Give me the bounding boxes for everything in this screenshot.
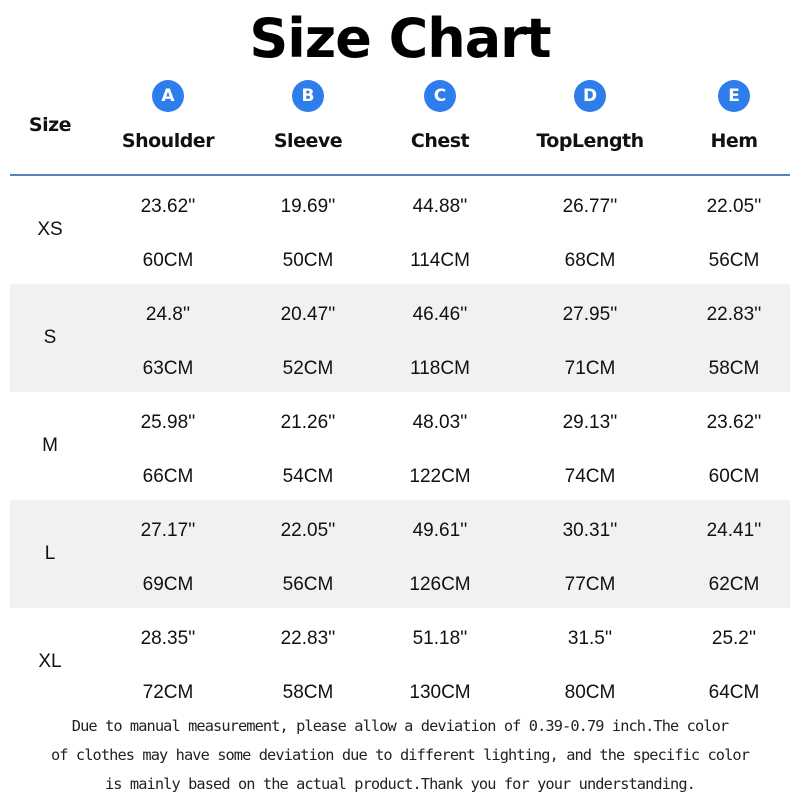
shoulder-cm: 69CM [142,574,194,595]
shoulder-inch: 27.17'' [140,520,196,541]
hem-cm: 60CM [708,466,760,487]
sleeve-cm: 56CM [282,574,334,595]
column-label: Chest [410,130,470,152]
hem-inch: 24.41'' [706,520,762,541]
column-header-hem [654,80,800,170]
toplength-cm: 71CM [564,358,616,379]
sleeve-cm: 50CM [282,250,334,271]
chest-cm: 126CM [409,574,471,595]
chest-inch: 51.18'' [412,628,468,649]
badge-a-icon: A [152,80,184,112]
column-label: TopLength [536,130,644,152]
shoulder-inch: 25.98'' [140,412,196,433]
toplength-inch: 31.5'' [567,628,613,649]
sleeve-inch: 21.26'' [280,412,336,433]
chest-inch: 49.61'' [412,520,468,541]
size-row-m [10,392,790,500]
shoulder-inch: 23.62'' [140,196,196,217]
badge-e-icon: E [718,80,750,112]
chest-cm: 114CM [410,250,470,271]
disclaimer-line: Due to manual measurement, please allow a deviation of 0.39-0.79 inch.The color [71,717,729,735]
sleeve-inch: 19.69'' [280,196,336,217]
chest-cm: 118CM [410,358,470,379]
sleeve-cm: 54CM [282,466,334,487]
hem-cm: 64CM [708,682,760,703]
hem-inch: 22.05'' [706,196,762,217]
badge-c-icon: C [424,80,456,112]
sleeve-cm: 58CM [282,682,334,703]
size-column-header: Size [28,114,72,136]
sleeve-inch: 22.05'' [280,520,336,541]
size-label: S [43,327,57,348]
disclaimer-line: of clothes may have some deviation due to different lighting, and the specific color [51,746,749,764]
shoulder-inch: 28.35'' [140,628,196,649]
toplength-inch: 27.95'' [562,304,618,325]
size-label: XS [37,219,63,240]
sleeve-cm: 52CM [282,358,334,379]
toplength-inch: 30.31'' [562,520,618,541]
column-label: Hem [710,130,758,152]
hem-inch: 22.83'' [706,304,762,325]
column-header-chest [360,80,520,170]
size-row-xs [10,176,790,284]
shoulder-cm: 72CM [142,682,194,703]
chest-inch: 44.88'' [412,196,468,217]
toplength-inch: 29.13'' [562,412,618,433]
size-label: XL [38,651,62,672]
toplength-inch: 26.77'' [562,196,618,217]
size-label: M [42,435,58,456]
badge-b-icon: B [292,80,324,112]
hem-cm: 58CM [708,358,760,379]
shoulder-cm: 63CM [142,358,194,379]
badge-d-icon: D [574,80,606,112]
hem-cm: 62CM [708,574,760,595]
chest-inch: 48.03'' [412,412,468,433]
measurement-disclaimer [0,712,800,799]
size-row-xl [10,608,790,716]
shoulder-cm: 66CM [142,466,194,487]
chest-cm: 130CM [409,682,471,703]
sleeve-inch: 22.83'' [280,628,336,649]
column-header-shoulder [88,80,248,170]
toplength-cm: 80CM [564,682,616,703]
page-title: Size Chart [249,7,551,70]
hem-inch: 23.62'' [706,412,762,433]
size-row-l [10,500,790,608]
size-row-s [10,284,790,392]
size-label: L [44,543,56,564]
sleeve-inch: 20.47'' [280,304,336,325]
column-label: Sleeve [273,130,343,152]
chest-inch: 46.46'' [412,304,468,325]
toplength-cm: 68CM [564,250,616,271]
hem-inch: 25.2'' [711,628,757,649]
column-header-toplength [510,80,670,170]
hem-cm: 56CM [708,250,760,271]
column-label: Shoulder [121,130,215,152]
toplength-cm: 77CM [564,574,616,595]
shoulder-cm: 60CM [142,250,194,271]
shoulder-inch: 24.8'' [145,304,191,325]
disclaimer-line: is mainly based on the actual product.Thank you for your understanding. [105,775,695,793]
toplength-cm: 74CM [564,466,616,487]
chest-cm: 122CM [409,466,471,487]
